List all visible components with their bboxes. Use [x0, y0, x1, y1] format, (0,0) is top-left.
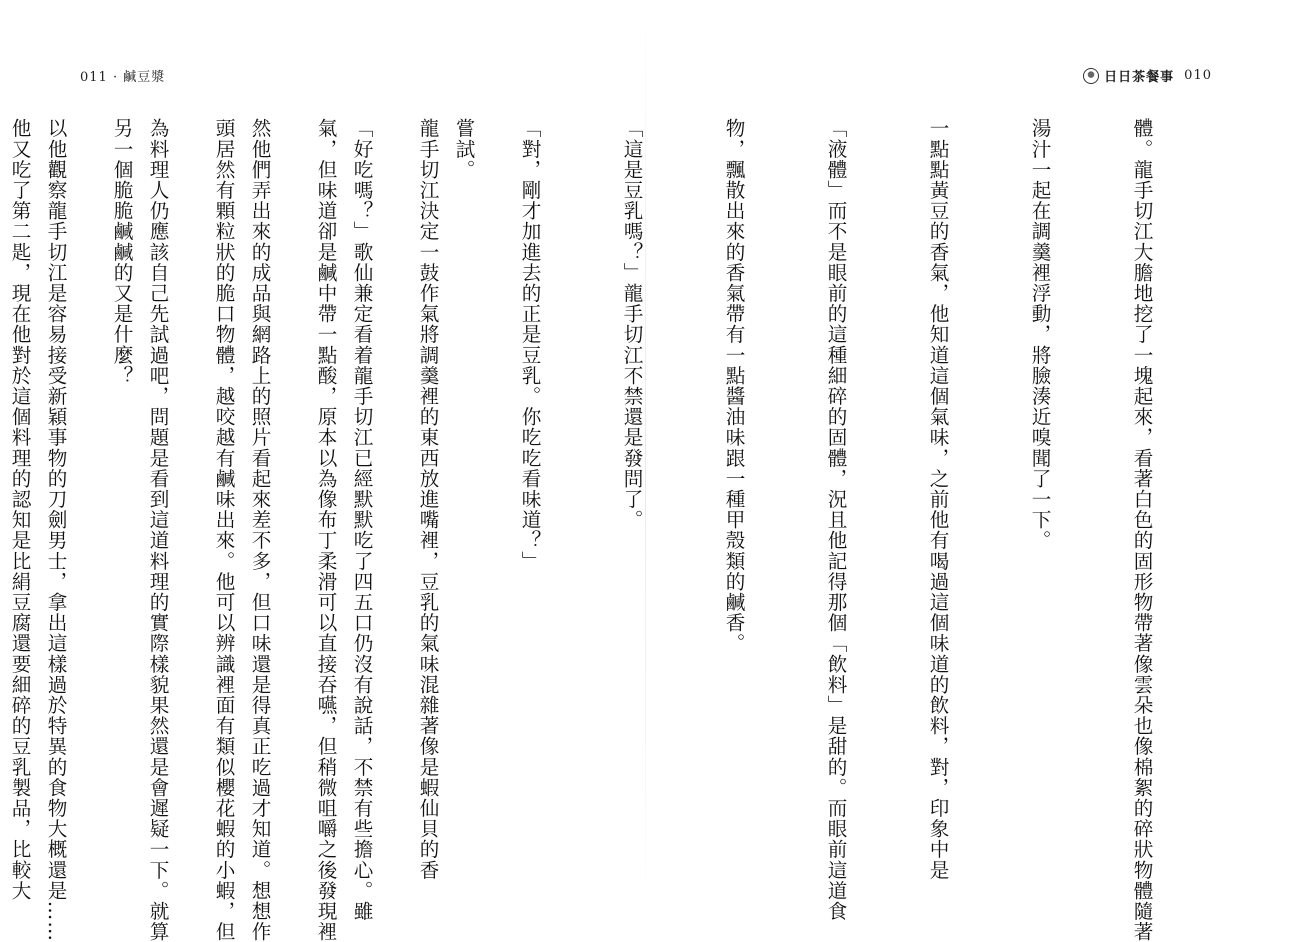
text-line: 頭居然有顆粒狀的脆口物體，越咬越有鹹味出來。他可以辨識裡面有類似櫻花蝦的小蝦，但: [212, 118, 235, 942]
text-line: 氣，但味道卻是鹹中帶一點酸，原本以為像布丁柔滑可以直接吞嚥，但稍微咀嚼之後發現裡: [314, 118, 337, 942]
text-line: 一點點黃豆的香氣，他知道這個氣味，之前他有喝過這個味道的飲料，對，印象中是: [926, 118, 949, 881]
text-line: 他又吃了第二匙，現在他對於這個料理的認知是比絹豆腐還要細碎的豆乳製品，比較大: [8, 118, 31, 901]
text-line: 另一個脆脆鹹鹹的又是什麼？: [110, 118, 133, 386]
text-line: 以他觀察龍手切江是容易接受新穎事物的刀劍男士，拿出這樣過於特異的食物大概還是……: [44, 118, 67, 942]
book-logo: [1083, 66, 1174, 85]
text-line: 嘗試。: [452, 118, 475, 180]
text-line: 「液體」而不是眼前的這種細碎的固體，況且他記得那個「飲料」是甜的。而眼前這道食: [824, 118, 847, 922]
text-line: 龍手切江決定一鼓作氣將調羹裡的東西放進嘴裡，豆乳的氣味混雜著像是蝦仙貝的香: [416, 118, 439, 881]
text-line: 為料理人仍應該自己先試過吧，問題是看到這道料理的實際樣貌果然還是會遲疑一下。就算: [146, 118, 169, 942]
text-line: 湯汁一起在調羹裡浮動，將臉湊近嗅聞了一下。: [1028, 118, 1051, 551]
page-number: 010: [1184, 68, 1212, 83]
text-line: 「這是豆乳嗎？」龍手切江不禁還是發問了。: [620, 118, 643, 530]
left-page-header: 011 · 鹹豆漿: [80, 70, 166, 85]
text-line: 「對，剛才加進去的正是豆乳。你吃吃看味道？」: [518, 118, 541, 572]
text-line: 物，飄散出來的香氣帶有一點醬油味跟一種甲殼類的鹹香。: [722, 118, 745, 654]
text-line: 然他們弄出來的成品與網路上的照片看起來差不多，但口味還是得真正吃過才知道。想想作: [248, 118, 271, 942]
right-page-header: [1083, 66, 1212, 85]
text-line: 「好吃嗎？」歌仙兼定看着龍手切江已經默默吃了四五口仍沒有說話，不禁有些擔心。雖: [350, 118, 373, 922]
text-line: 體。龍手切江大膽地挖了一塊起來，看著白色的固形物帶著像雲朵也像棉絮的碎狀物體隨著: [1130, 118, 1153, 942]
logo-text: 日日茶餐事: [1104, 70, 1175, 85]
logo-emblem-icon: [1083, 68, 1099, 84]
